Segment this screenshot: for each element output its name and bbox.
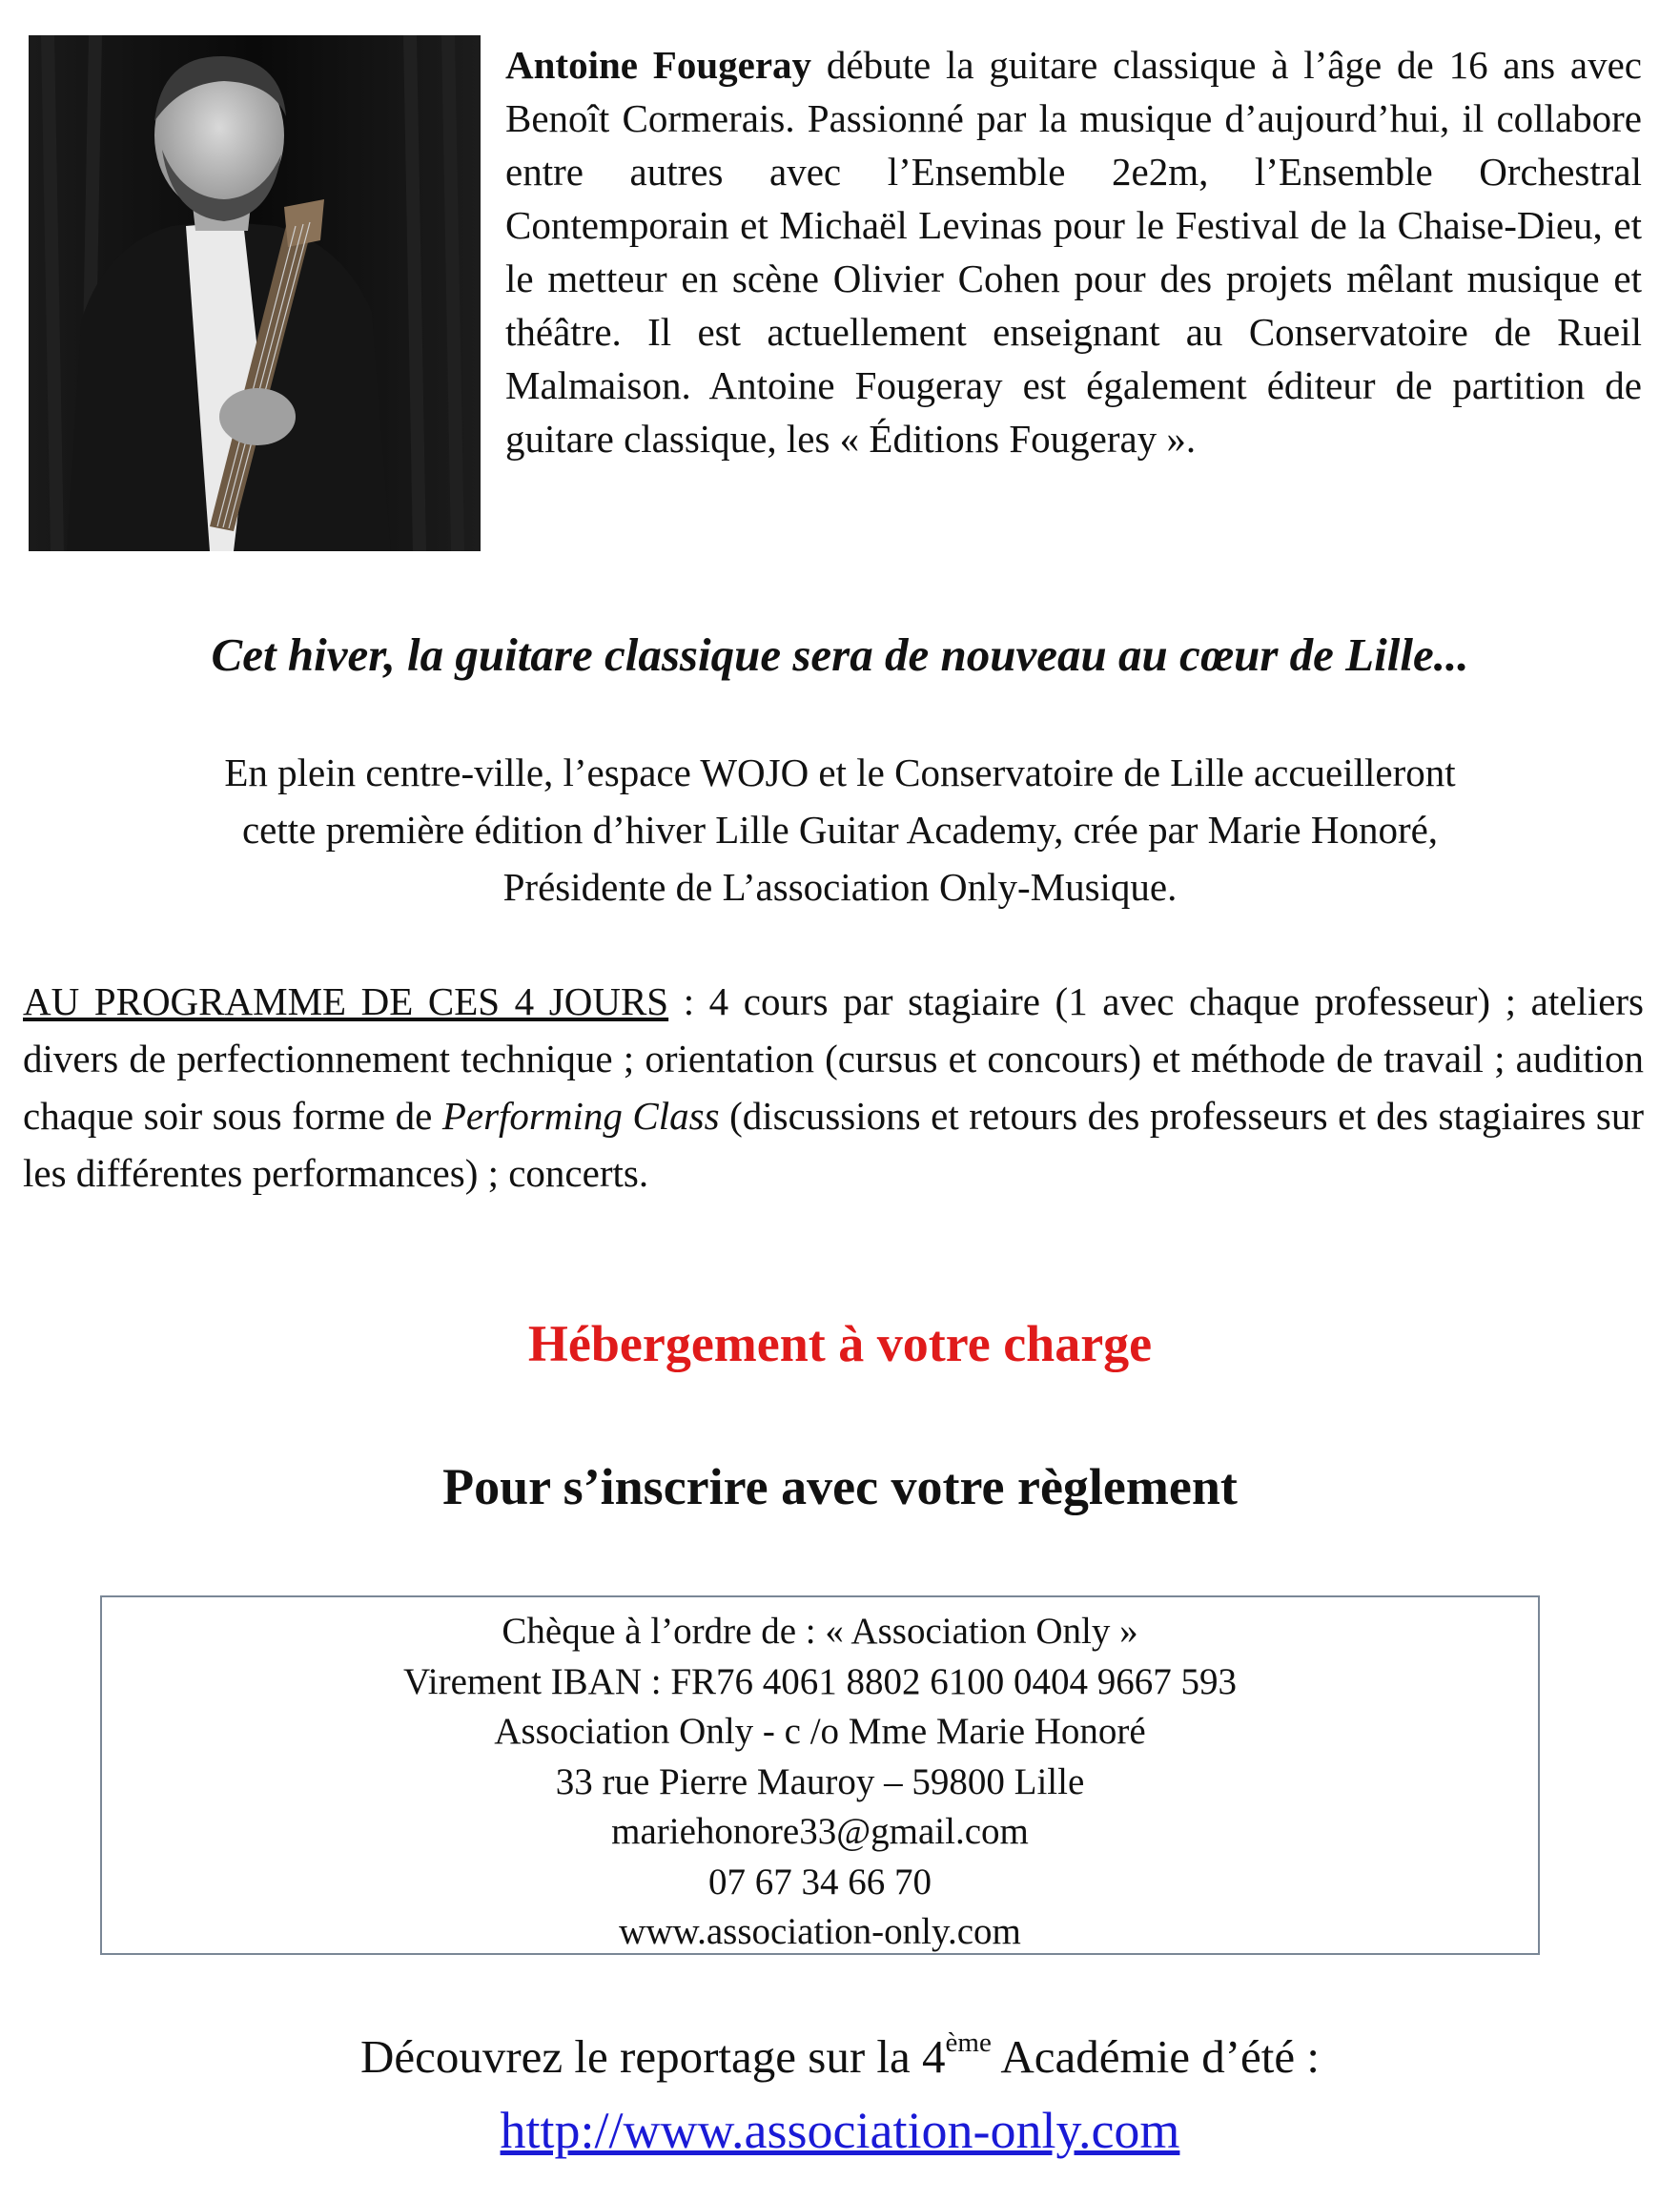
payment-phone: 07 67 34 66 70 <box>708 1861 932 1903</box>
payment-address-street: 33 rue Pierre Mauroy – 59800 Lille <box>555 1760 1085 1802</box>
discover-line <box>0 2029 1680 2084</box>
intro-line-3: Présidente de L’association Only-Musique. <box>502 865 1178 909</box>
payment-iban: Virement IBAN : FR76 4061 8802 6100 0404 9667 593 <box>402 1660 1238 1702</box>
programme-text-1: : 4 cours par stagiaire (1 avec chaque professeur) ; ateliers divers de perfectionnement technique ; orientation (cursus et concours) et méthode de travail ; audition chaque soir sous forme de <box>23 979 1645 1138</box>
bio-name: Antoine Fougeray <box>505 43 812 87</box>
payment-website: www.association-only.com <box>619 1911 1021 1952</box>
signup-heading: Pour s’inscrire avec votre règlement <box>442 1458 1238 1515</box>
payment-info-box <box>100 1595 1540 1955</box>
intro-line-2: cette première édition d’hiver Lille Guitar Academy, crée par Marie Honoré, <box>241 808 1439 852</box>
bio-paragraph <box>505 38 1642 465</box>
payment-cheque: Chèque à l’ordre de : « Association Only » <box>502 1611 1138 1652</box>
discover-before: Découvrez le reportage sur la 4 <box>359 2030 946 2083</box>
intro-line-1: En plein centre-ville, l’espace WOJO et le Conservatoire de Lille accueilleront <box>224 751 1456 794</box>
payment-address-name: Association Only - c /o Mme Marie Honoré <box>494 1711 1146 1752</box>
tagline: Cet hiver, la guitare classique sera de nouveau au cœur de Lille... <box>211 628 1469 681</box>
portrait-photo <box>29 35 481 551</box>
lodging-notice: Hébergement à votre charge <box>527 1315 1153 1372</box>
payment-email: mariehonore33@gmail.com <box>611 1811 1029 1852</box>
programme-italic: Performing Class <box>441 1094 720 1138</box>
website-link[interactable]: http://www.association-only.com <box>500 2102 1180 2159</box>
programme-heading: AU PROGRAMME DE CES 4 JOURS <box>23 979 669 1023</box>
discover-sup: ème <box>945 2027 992 2058</box>
programme-paragraph <box>23 973 1644 1202</box>
discover-after: Académie d’été : <box>991 2030 1321 2083</box>
website-link-line <box>0 2101 1680 2160</box>
programme-text-2: (discussions et retours des professeurs et des stagiaires sur les différentes performances) ; concerts. <box>23 1094 1644 1195</box>
intro-paragraph <box>38 744 1642 915</box>
bio-text: débute la guitare classique à l’âge de 16 ans avec Benoît Cormerais. Passionné par la musique d’aujourd’hui, il collabore entre autres avec l’Ensemble 2e2m, l’Ensemble Orchestral Contemporain et Michaël Levinas pour le Festival de la Chaise-Dieu, et le metteur en scène Olivier Cohen pour des projets mêlant musique et théâtre. Il est actuellement enseignant au Conservatoire de Rueil Malmaison. Antoine Fougeray est également éditeur de partition de guitare classique, les « Éditions Fougeray ». <box>505 43 1643 461</box>
